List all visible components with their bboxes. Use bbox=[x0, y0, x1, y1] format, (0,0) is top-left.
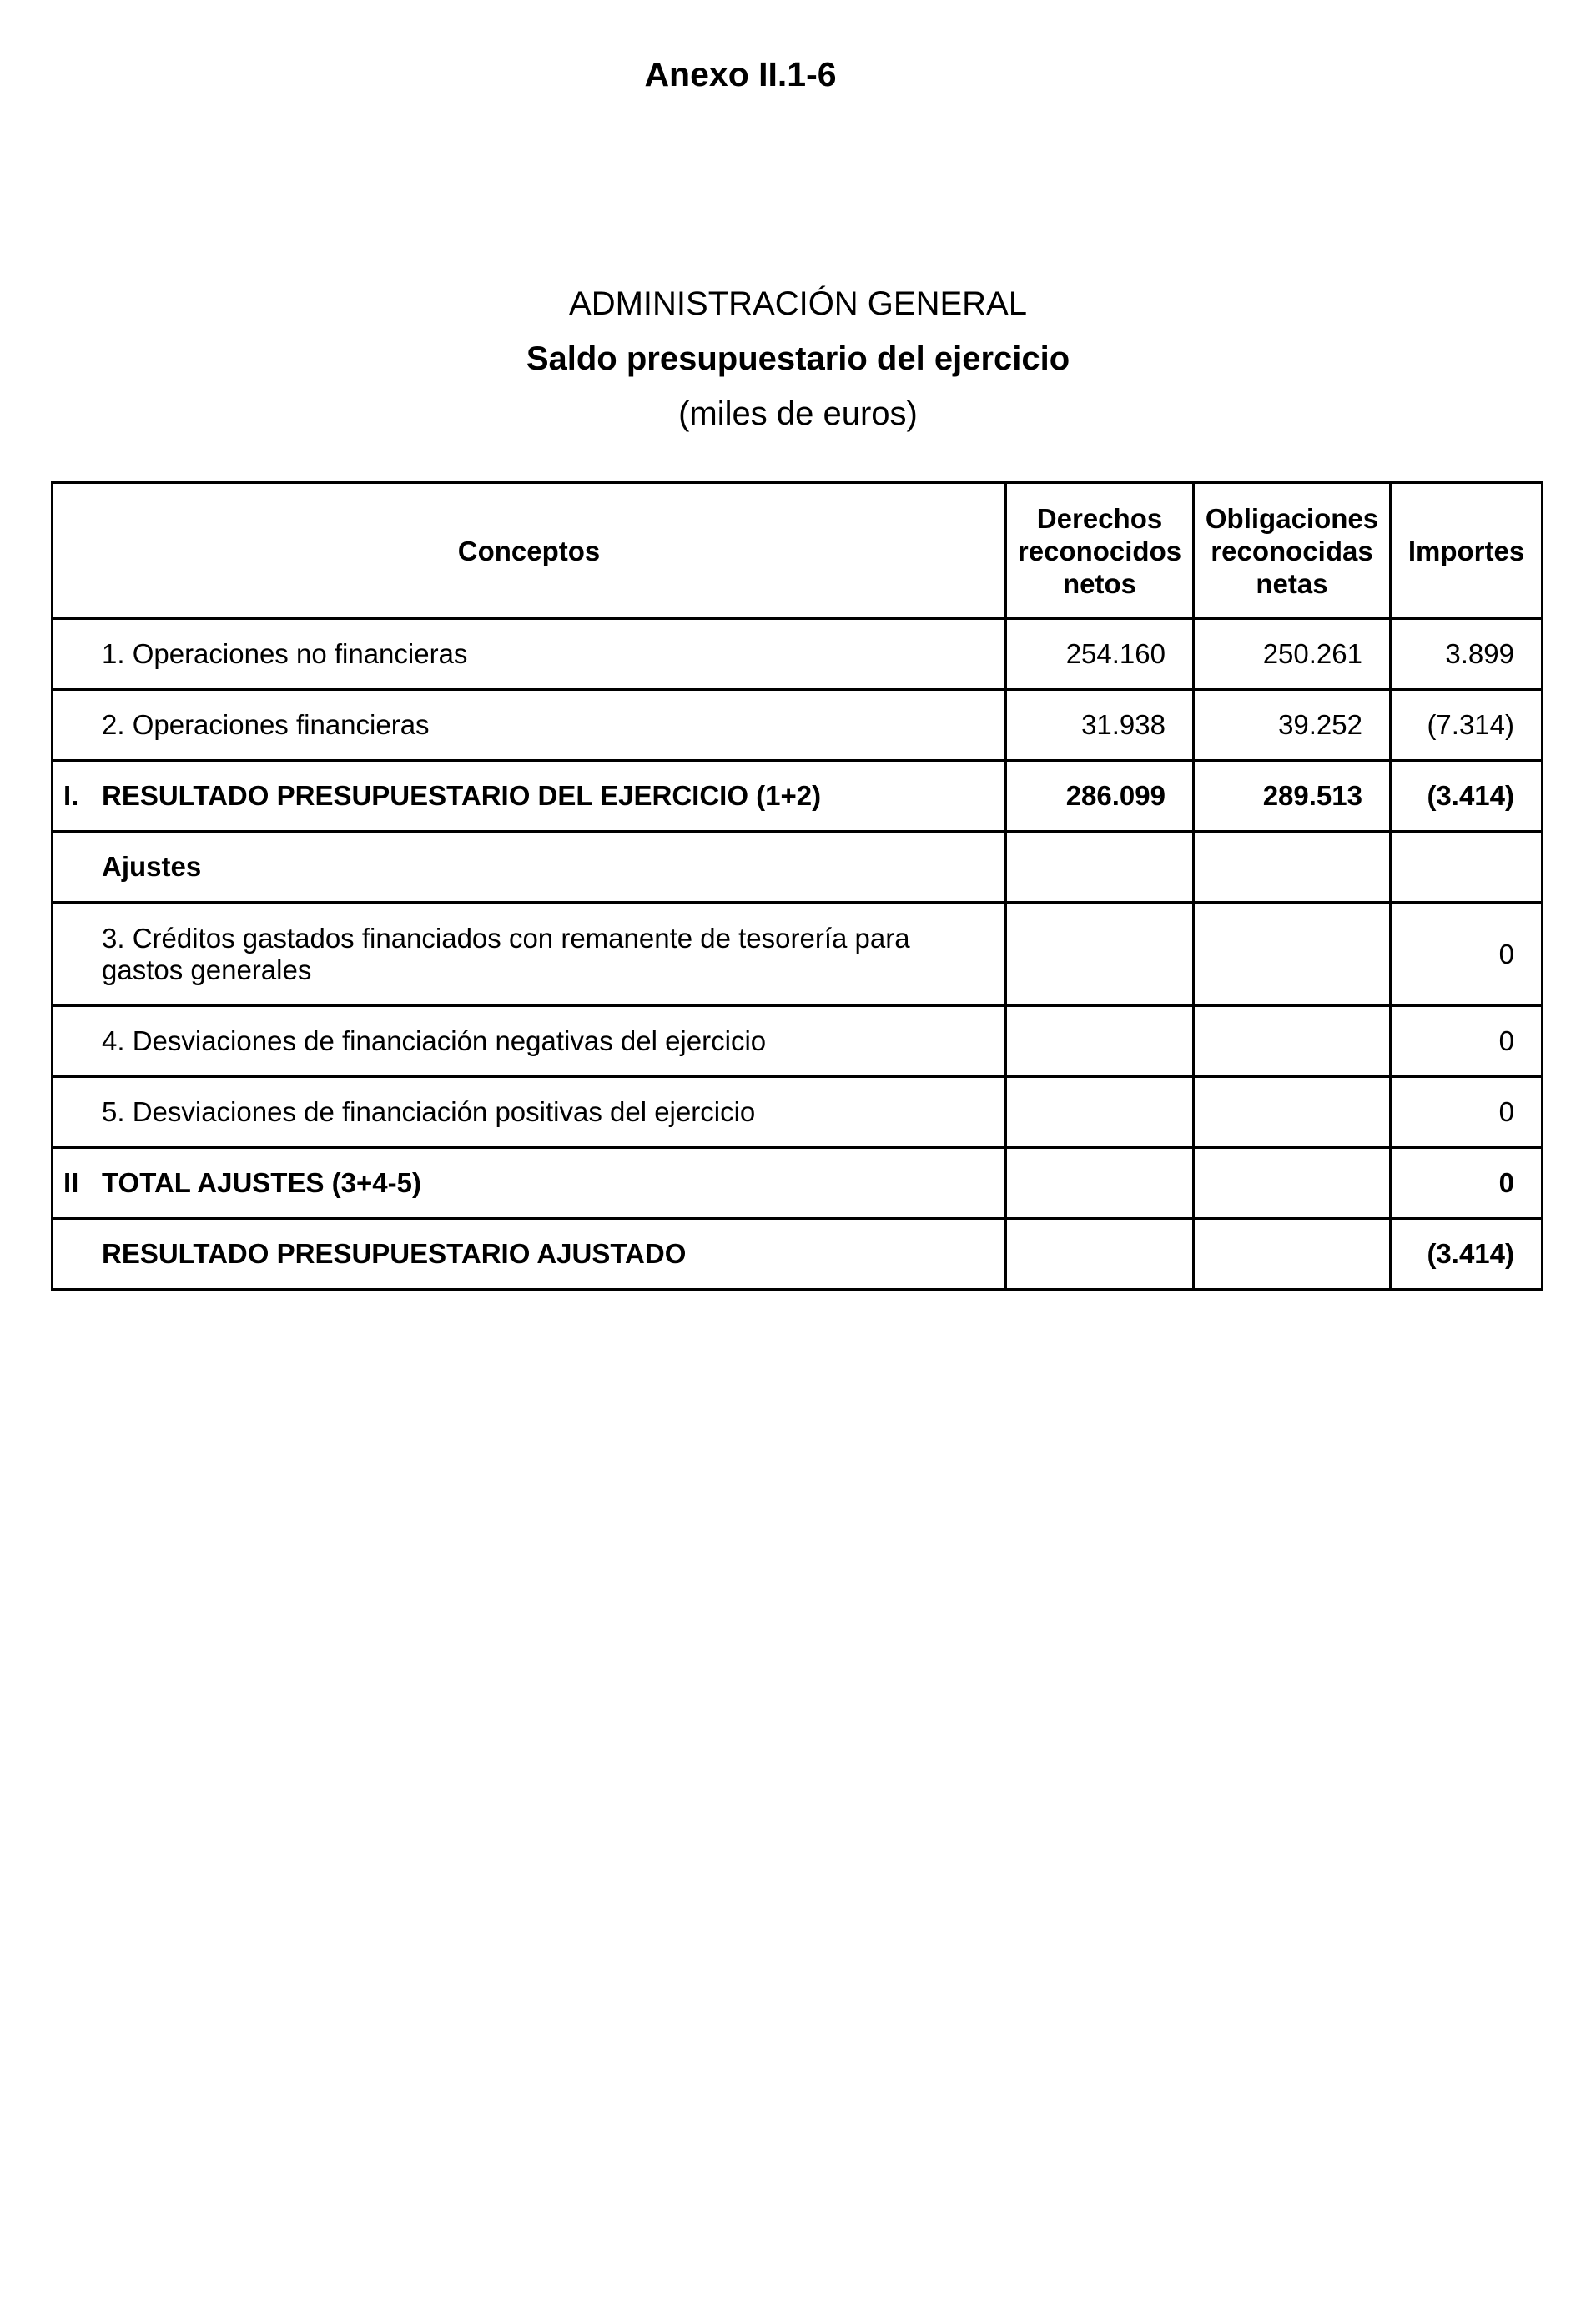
obligaciones-value bbox=[1194, 1219, 1391, 1290]
budget-balance-table bbox=[51, 481, 1543, 1291]
importe-value: 0 bbox=[1391, 1006, 1543, 1077]
table-row-total-adjustments bbox=[53, 1148, 1543, 1219]
obligaciones-value bbox=[1194, 903, 1391, 1006]
concept-label: 2. Operaciones financieras bbox=[102, 709, 430, 740]
concept-cell bbox=[53, 1006, 1006, 1077]
importe-value: (3.414) bbox=[1391, 1219, 1543, 1290]
obligaciones-value: 289.513 bbox=[1194, 761, 1391, 832]
concept-cell bbox=[53, 1077, 1006, 1148]
concept-label: RESULTADO PRESUPUESTARIO AJUSTADO bbox=[102, 1238, 687, 1269]
table-row-result bbox=[53, 761, 1543, 832]
concept-cell bbox=[53, 761, 1006, 832]
concept-label: RESULTADO PRESUPUESTARIO DEL EJERCICIO (1+2) bbox=[102, 780, 822, 811]
organization-heading: ADMINISTRACIÓN GENERAL bbox=[569, 285, 1027, 322]
header-derechos: Derechos reconocidos netos bbox=[1006, 483, 1194, 619]
concept-cell bbox=[53, 1219, 1006, 1290]
concept-label: 5. Desviaciones de financiación positivas del ejercicio bbox=[102, 1096, 756, 1127]
concept-cell bbox=[53, 1148, 1006, 1219]
row-numeral: I. bbox=[63, 780, 79, 811]
importe-value bbox=[1391, 832, 1543, 903]
derechos-value bbox=[1006, 832, 1194, 903]
header-concepts: Conceptos bbox=[53, 483, 1006, 619]
importe-value: 3.899 bbox=[1391, 619, 1543, 690]
table-row bbox=[53, 690, 1543, 761]
obligaciones-value: 39.252 bbox=[1194, 690, 1391, 761]
obligaciones-value bbox=[1194, 1006, 1391, 1077]
importe-value: 0 bbox=[1391, 1077, 1543, 1148]
concept-cell bbox=[53, 832, 1006, 903]
concept-label: 3. Créditos gastados financiados con remanente de tesorería para gastos generales bbox=[102, 922, 910, 985]
importe-value: 0 bbox=[1391, 903, 1543, 1006]
derechos-value bbox=[1006, 1148, 1194, 1219]
importe-value: (7.314) bbox=[1391, 690, 1543, 761]
row-numeral: II bbox=[63, 1167, 79, 1198]
derechos-value bbox=[1006, 1006, 1194, 1077]
table-row bbox=[53, 1006, 1543, 1077]
concept-cell bbox=[53, 903, 1006, 1006]
concept-label: TOTAL AJUSTES (3+4-5) bbox=[102, 1167, 421, 1198]
obligaciones-value: 250.261 bbox=[1194, 619, 1391, 690]
header-obligaciones: Obligaciones reconocidas netas bbox=[1194, 483, 1391, 619]
page-title: Saldo presupuestario del ejercicio bbox=[526, 340, 1070, 377]
concept-label: Ajustes bbox=[102, 851, 202, 882]
table-header-row bbox=[53, 483, 1543, 619]
annex-label: Anexo II.1-6 bbox=[644, 55, 837, 93]
derechos-value: 254.160 bbox=[1006, 619, 1194, 690]
table-row-adjusted-result bbox=[53, 1219, 1543, 1290]
obligaciones-value bbox=[1194, 1148, 1391, 1219]
table-row-adjustments-heading bbox=[53, 832, 1543, 903]
concept-label: 1. Operaciones no financieras bbox=[102, 638, 468, 669]
derechos-value: 31.938 bbox=[1006, 690, 1194, 761]
header-importes: Importes bbox=[1391, 483, 1543, 619]
concept-cell bbox=[53, 619, 1006, 690]
importe-value: (3.414) bbox=[1391, 761, 1543, 832]
concept-label: 4. Desviaciones de financiación negativas del ejercicio bbox=[102, 1025, 767, 1056]
obligaciones-value bbox=[1194, 1077, 1391, 1148]
table-row bbox=[53, 903, 1543, 1006]
table-row bbox=[53, 1077, 1543, 1148]
derechos-value bbox=[1006, 903, 1194, 1006]
derechos-value bbox=[1006, 1077, 1194, 1148]
derechos-value bbox=[1006, 1219, 1194, 1290]
obligaciones-value bbox=[1194, 832, 1391, 903]
importe-value: 0 bbox=[1391, 1148, 1543, 1219]
table-row bbox=[53, 619, 1543, 690]
concept-cell bbox=[53, 690, 1006, 761]
derechos-value: 286.099 bbox=[1006, 761, 1194, 832]
units-note: (miles de euros) bbox=[678, 395, 918, 432]
